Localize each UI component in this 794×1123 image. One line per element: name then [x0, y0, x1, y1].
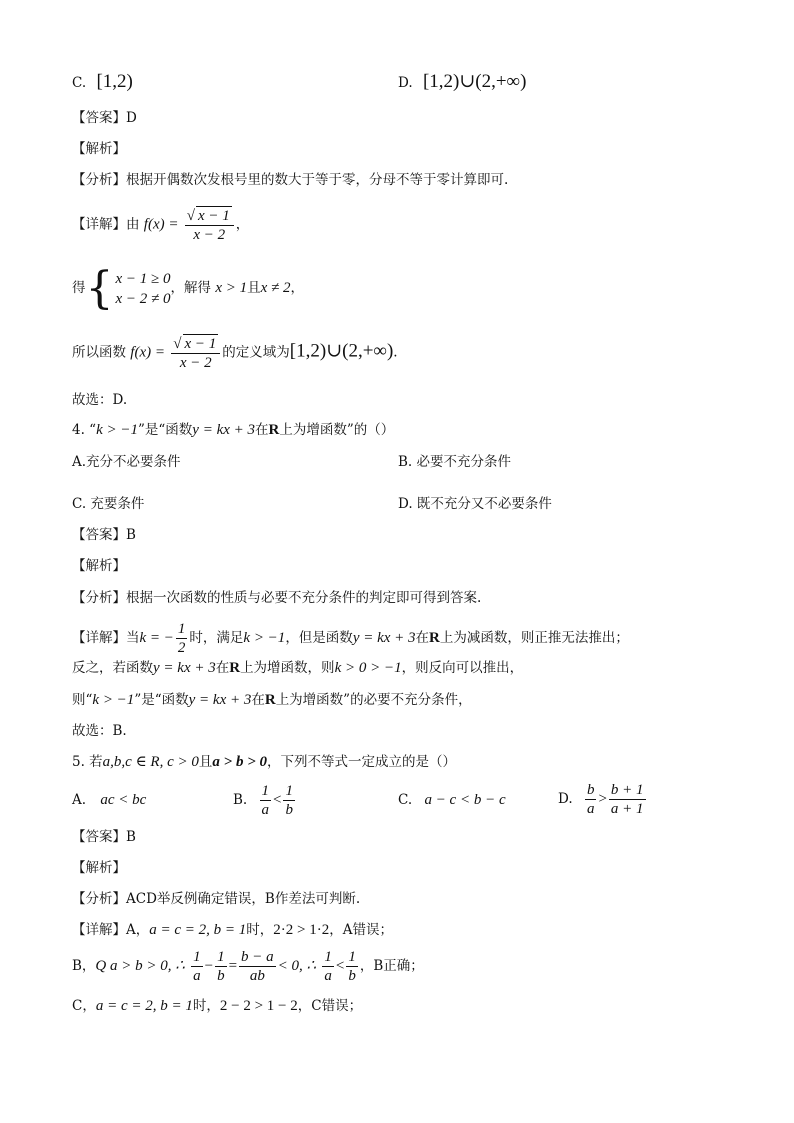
detail-text: 时，	[192, 998, 220, 1014]
detail-text: ，C错误；	[297, 998, 363, 1014]
detail-math: a = c = 2, b = 1	[149, 922, 247, 938]
detail-tag: 【详解】	[72, 216, 126, 233]
answer-value: D	[126, 110, 137, 126]
q3-answer	[72, 108, 137, 128]
q4-option-d: D. 既不充分又不必要条件	[398, 496, 552, 512]
fraction-numerator: 1	[285, 783, 293, 799]
q5-option-c	[398, 790, 506, 810]
fenxi-text: ACD举反例确定错误，B作差法可判断.	[126, 891, 361, 907]
fraction	[609, 781, 646, 818]
q5-detail-c	[72, 996, 362, 1016]
stem-end: 上为增函数”的（）	[279, 422, 395, 438]
option-label: C.	[398, 792, 413, 808]
detail-text: 上为减函数，则正推无法推出；	[439, 630, 629, 646]
detail-text: 在	[251, 692, 265, 708]
qie-text: 且	[247, 280, 261, 296]
fenxi-tag: 【分析】	[72, 172, 126, 188]
option-value: [1,2)	[96, 71, 133, 92]
fraction-denominator: x − 2	[179, 355, 212, 371]
detail-math: y = kx + 3	[188, 692, 252, 708]
detail-text: ，A错误；	[329, 922, 393, 938]
q3-domain	[72, 334, 398, 372]
fraction-numerator: 1	[348, 949, 356, 965]
fraction-numerator: 1	[217, 949, 225, 965]
detail-math: k > −1	[243, 630, 286, 646]
fraction-denominator: a + 1	[610, 801, 644, 817]
detail-text: 时，	[246, 922, 274, 938]
detail-text: 上为增函数”的必要不充分条件，	[275, 692, 472, 708]
fraction	[283, 782, 295, 819]
fraction-denominator: a	[261, 802, 270, 818]
fraction-denominator: b	[285, 802, 293, 818]
answer-tag: 【答案】	[72, 527, 126, 543]
detail-math: k > 0 > −1	[334, 660, 402, 676]
fraction	[176, 620, 188, 657]
detail-math: y = kx + 3	[352, 630, 416, 646]
stem-prefix: 5. 若	[72, 754, 103, 770]
detail-text: ，B正确；	[359, 958, 424, 974]
q4-option-a: A.充分不必要条件	[72, 454, 181, 470]
fraction-denominator: 2	[177, 640, 186, 656]
q3-detail	[72, 206, 249, 244]
detail-math: k > −1	[92, 692, 135, 708]
punct: ，	[290, 280, 304, 296]
detail-prefix: 由	[126, 216, 140, 233]
q5-option-d	[558, 780, 648, 818]
fraction-denominator: b	[217, 968, 225, 984]
stem-mid: ”是“函数	[137, 422, 193, 438]
condition-2: x ≠ 2	[260, 280, 291, 296]
detail-text: 上为增函数，则	[240, 660, 335, 676]
stem-math: a,b,c ∈ R, c > 0	[102, 754, 199, 770]
fraction-denominator: a	[324, 968, 332, 984]
condition-1: x > 1	[215, 280, 248, 296]
fenxi-text: 根据开偶数次发根号里的数大于等于零，分母不等于零计算即可.	[126, 172, 509, 188]
q5-jiexi: 【解析】	[72, 860, 126, 876]
domain-text: 的定义域为	[222, 344, 290, 361]
detail-math: k = −	[139, 630, 174, 646]
stem-end: ，下列不等式一定成立的是（）	[267, 754, 456, 770]
fraction-denominator: a	[586, 801, 595, 817]
stem-in: 在	[255, 422, 269, 438]
system-row-1: x − 1 ≥ 0	[115, 270, 171, 287]
q4-option-c: C. 充要条件	[72, 496, 145, 512]
stem-prefix: 4. “	[72, 422, 97, 438]
option-label: D.	[558, 791, 573, 807]
operator: >	[598, 791, 607, 807]
q5-stem	[72, 752, 456, 772]
q5-option-a	[72, 790, 146, 810]
q4-choose: 故选：B.	[72, 723, 127, 739]
q4-stem	[72, 420, 394, 440]
function-expr: f(x) =	[130, 344, 165, 361]
option-label: D.	[398, 75, 413, 91]
q5-option-b	[233, 782, 297, 819]
detail-tag: 【详解】	[72, 630, 126, 646]
detail-math: < 0, ∴	[277, 958, 317, 974]
fraction-denominator: b	[348, 968, 356, 984]
real-set: R	[264, 692, 276, 708]
fenxi-tag: 【分析】	[72, 891, 126, 907]
operator: =	[228, 958, 238, 974]
detail-math: Q a > b > 0, ∴	[95, 958, 185, 974]
real-set: R	[429, 630, 440, 646]
domain-value: [1,2)∪(2,+∞)	[289, 340, 394, 362]
fenxi-text: 根据一次函数的性质与必要不充分条件的判定即可得到答案.	[126, 590, 482, 606]
detail-text: ，但是函数	[285, 630, 353, 646]
option-label: A.	[72, 792, 87, 808]
fraction-denominator: ab	[249, 968, 265, 984]
fraction: $\frac{√ x - 1}{x - 2}$	[185, 206, 234, 244]
q5-fenxi	[72, 889, 360, 909]
detail-text: 则“	[72, 692, 93, 708]
stem-function: y = kx + 3	[192, 422, 256, 438]
function-expr: f(x) =	[143, 216, 179, 233]
answer-tag: 【答案】	[72, 110, 126, 126]
system-row-2: x − 2 ≠ 0	[115, 290, 171, 307]
brace-icon: {	[85, 262, 114, 314]
q3-option-c	[72, 72, 133, 93]
fraction-numerator: b + 1	[610, 782, 644, 798]
detail-text: A，	[126, 922, 150, 938]
fraction	[191, 948, 203, 985]
detail-text: 当	[126, 630, 140, 646]
q5-answer	[72, 827, 136, 847]
real-set: R	[268, 422, 280, 438]
punct: ，	[235, 216, 250, 233]
q4-fenxi	[72, 588, 481, 608]
stem-math: k > −1	[96, 422, 138, 438]
solve-text: ，解得	[170, 280, 212, 296]
fraction	[346, 948, 358, 985]
q4-detail-3	[72, 690, 472, 710]
detail-text: 时，满足	[189, 630, 244, 646]
q4-option-b: B. 必要不充分条件	[398, 454, 512, 470]
fraction	[585, 781, 597, 818]
fraction-numerator: 1	[193, 949, 201, 965]
fraction-denominator: x − 2	[193, 227, 226, 243]
detail-math: y = kx + 3	[153, 660, 216, 676]
detail-text: 在	[415, 630, 430, 646]
fraction-denominator: a	[193, 968, 201, 984]
punct: .	[393, 344, 398, 361]
detail-text: C，	[72, 998, 96, 1014]
fraction-numerator: b	[586, 782, 595, 798]
answer-value: B	[126, 527, 136, 543]
suoyi-text: 所以函数	[72, 344, 126, 361]
inequality-system	[116, 269, 171, 309]
fraction-numerator: b − a	[241, 949, 274, 965]
q5-detail-a	[72, 920, 393, 940]
stem-qie: 且	[198, 754, 213, 770]
answer-value: B	[126, 829, 136, 845]
q4-answer	[72, 525, 136, 545]
stem-math-bold: a > b > 0	[212, 754, 267, 770]
fenxi-tag: 【分析】	[72, 590, 126, 606]
q3-choose: 故选：D.	[72, 392, 128, 408]
detail-text: 反之，若函数	[72, 660, 153, 676]
fraction	[215, 948, 227, 985]
q3-option-d	[398, 72, 526, 93]
answer-tag: 【答案】	[72, 829, 126, 845]
fraction-numerator: x − 1	[184, 336, 217, 352]
option-label: C.	[72, 75, 87, 91]
option-value: ac < bc	[100, 792, 147, 808]
detail-text: ，则反向可以推出，	[401, 660, 524, 676]
q3-jiexi: 【解析】	[72, 141, 126, 157]
fraction-numerator: 1	[324, 949, 332, 965]
detail-tag: 【详解】	[72, 922, 126, 938]
fraction	[260, 782, 272, 819]
q4-detail-1	[72, 620, 629, 657]
fraction: $\frac{√ x - 1}{x - 2}$	[171, 334, 220, 372]
q4-jiexi: 【解析】	[72, 558, 126, 574]
option-value: [1,2)∪(2,+∞)	[422, 71, 527, 92]
fraction-numerator: 1	[261, 783, 270, 799]
operator: <	[335, 958, 345, 974]
q4-detail-2	[72, 658, 523, 678]
fraction-numerator: x − 1	[198, 208, 230, 224]
option-label: B.	[233, 792, 248, 808]
de-text: 得	[72, 280, 86, 296]
detail-text: 在	[215, 660, 230, 676]
fraction	[322, 948, 334, 985]
q5-detail-b	[72, 946, 424, 986]
fraction	[239, 948, 276, 985]
option-value: a − c < b − c	[424, 792, 506, 808]
operator: <	[273, 792, 282, 808]
detail-math: 2 − 2 > 1 − 2	[219, 998, 298, 1014]
q3-system	[72, 262, 304, 314]
real-set: R	[229, 660, 241, 676]
operator: −	[204, 958, 214, 974]
detail-math: a = c = 2, b = 1	[95, 998, 193, 1014]
detail-math: 2·2 > 1·2	[273, 922, 330, 938]
detail-text: ”是“函数	[134, 692, 189, 708]
q3-fenxi	[72, 170, 508, 190]
fraction-numerator: 1	[177, 621, 186, 637]
detail-text: B，	[72, 958, 96, 974]
